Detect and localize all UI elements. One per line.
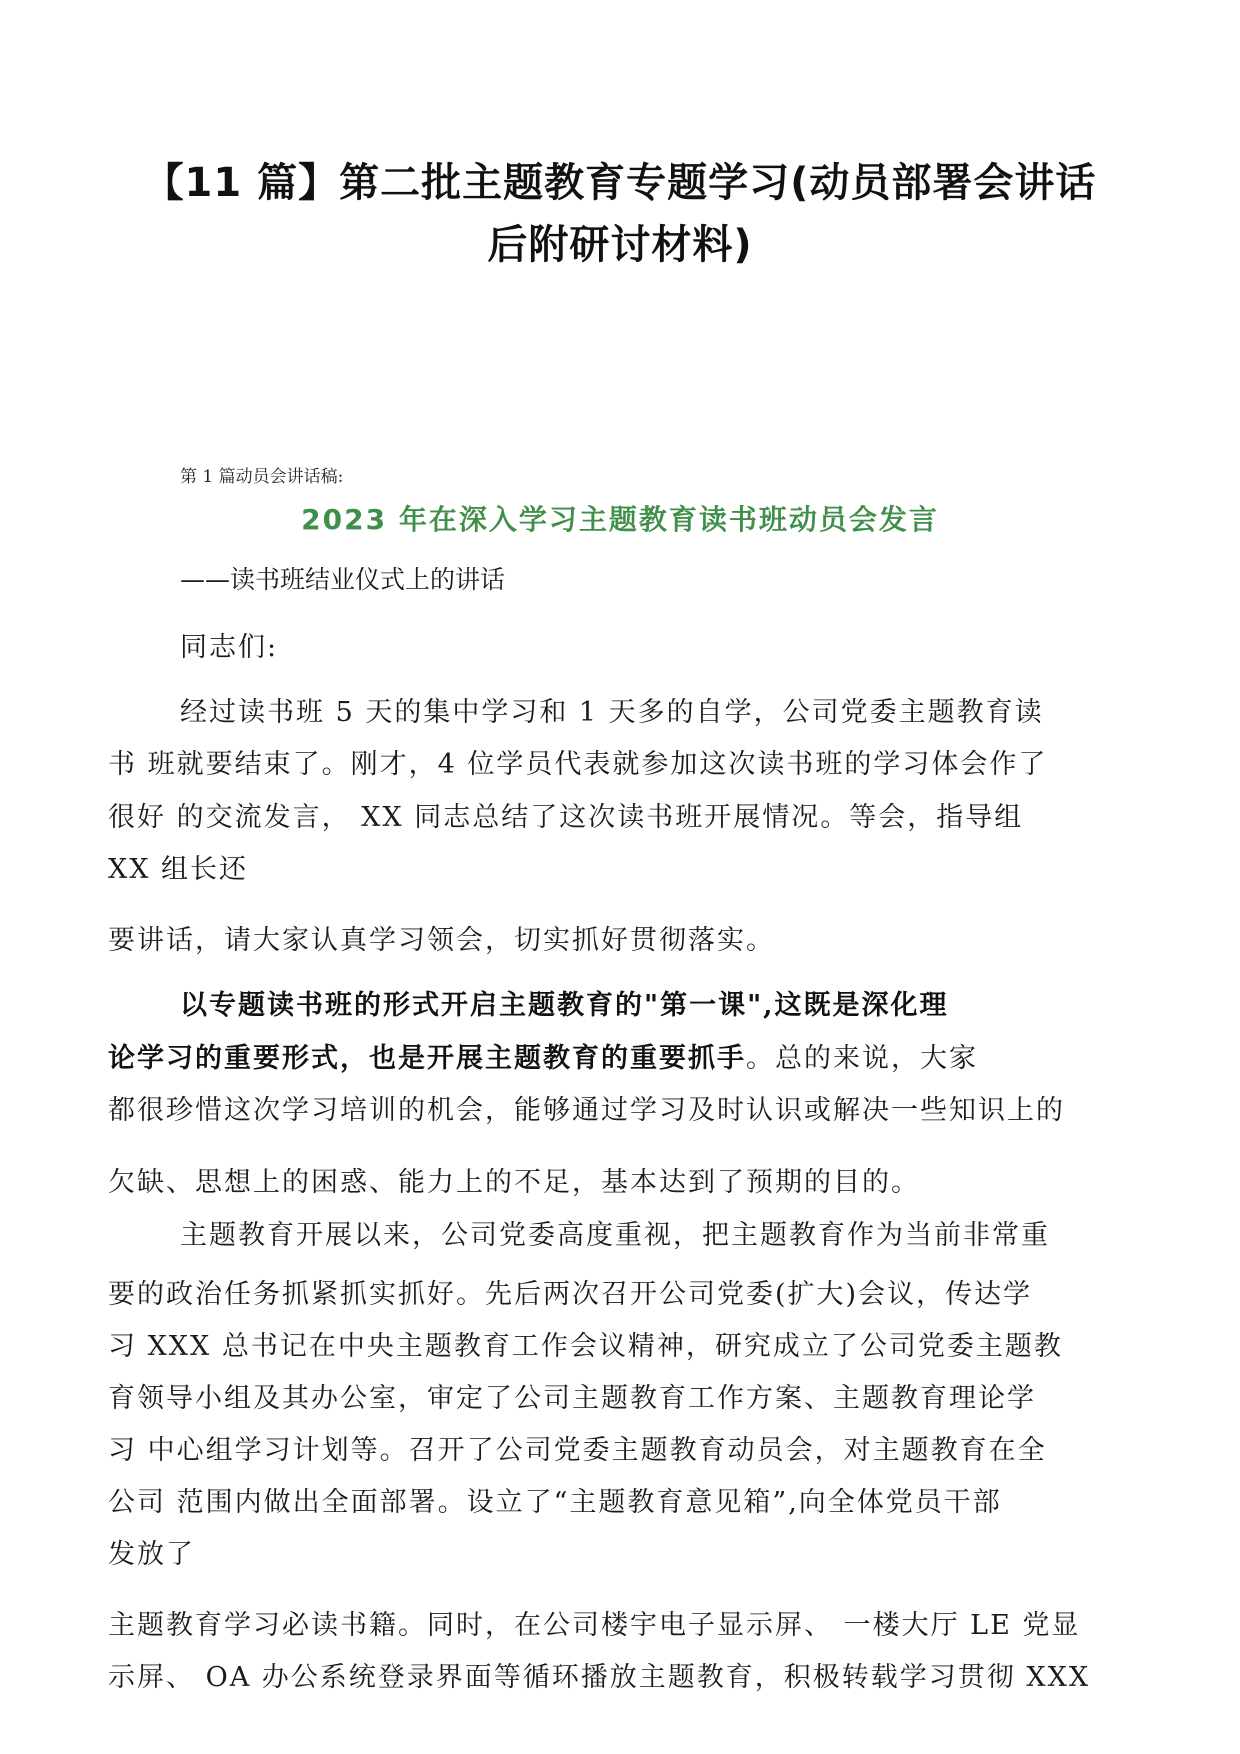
paragraph-3-line-5: 习 中心组学习计划等。召开了公司党委主题教育动员会，对主题教育在全 [108,1435,1047,1466]
paragraph-3-line-2: 要的政治任务抓紧抓实抓好。先后两次召开公司党委(扩大)会议，传达学 [108,1279,1033,1310]
paragraph-2-bold-line-2: 论学习的重要形式，也是开展主题教育的重要抓手 [108,1043,746,1074]
paragraph-4-line-2: 示屏、 OA 办公系统登录界面等循环播放主题教育，积极转载学习贯彻 XXX [108,1662,1091,1693]
paragraph-3-line-6: 公司 范围内做出全面部署。设立了“主题教育意见箱”,向全体党员干部 [108,1487,1002,1518]
document-title-line-2: 后附研讨材料) [487,222,753,268]
paragraph-3-line-7: 发放了 [108,1539,195,1570]
document-title-line-1: 【11 篇】第二批主题教育专题学习(动员部署会讲话 [143,160,1097,206]
paragraph-1-line-1: 经过读书班 5 天的集中学习和 1 天多的自学，公司党委主题教育读 [180,697,1044,728]
paragraph-2-line-3: 都很珍惜这次学习培训的机会，能够通过学习及时认识或解决一些知识上的 [108,1095,1065,1126]
paragraph-1-line-4: XX 组长还 [108,854,249,885]
paragraph-1-line-5: 要讲话，请大家认真学习领会，切实抓好贯彻落实。 [108,925,775,956]
speech-title: 2023 年在深入学习主题教育读书班动员会发言 [301,503,939,536]
greeting: 同志们: [180,632,279,663]
paragraph-2-line-2 [108,1036,978,1075]
paragraph-3-line-4: 育领导小组及其办公室，审定了公司主题教育工作方案、主题教育理论学 [108,1383,1036,1414]
paragraph-2-line-2-rest: 。总的来说，大家 [746,1043,978,1074]
document-title [100,152,1140,276]
section-label: 第 1 篇动员会讲话稿: [180,467,344,487]
paragraph-2-line-4: 欠缺、思想上的困惑、能力上的不足，基本达到了预期的目的。 [108,1167,920,1198]
paragraph-4-line-1: 主题教育学习必读书籍。同时，在公司楼宇电子显示屏、 一楼大厅 LE 党显 [108,1610,1081,1641]
paragraph-3-line-1: 主题教育开展以来，公司党委高度重视，把主题教育作为当前非常重 [180,1220,1050,1251]
paragraph-2-bold-line-1: 以专题读书班的形式开启主题教育的"第一课",这既是深化理 [180,990,949,1021]
speech-subtitle: ——读书班结业仪式上的讲话 [180,565,506,594]
paragraph-1-line-3: 很好 的交流发言， XX 同志总结了这次读书班开展情况。等会，指导组 [108,802,1024,833]
paragraph-3-line-3: 习 XXX 总书记在中央主题教育工作会议精神，研究成立了公司党委主题教 [108,1331,1063,1362]
paragraph-1-line-2: 书 班就要结束了。刚才，4 位学员代表就参加这次读书班的学习体会作了 [108,749,1048,780]
